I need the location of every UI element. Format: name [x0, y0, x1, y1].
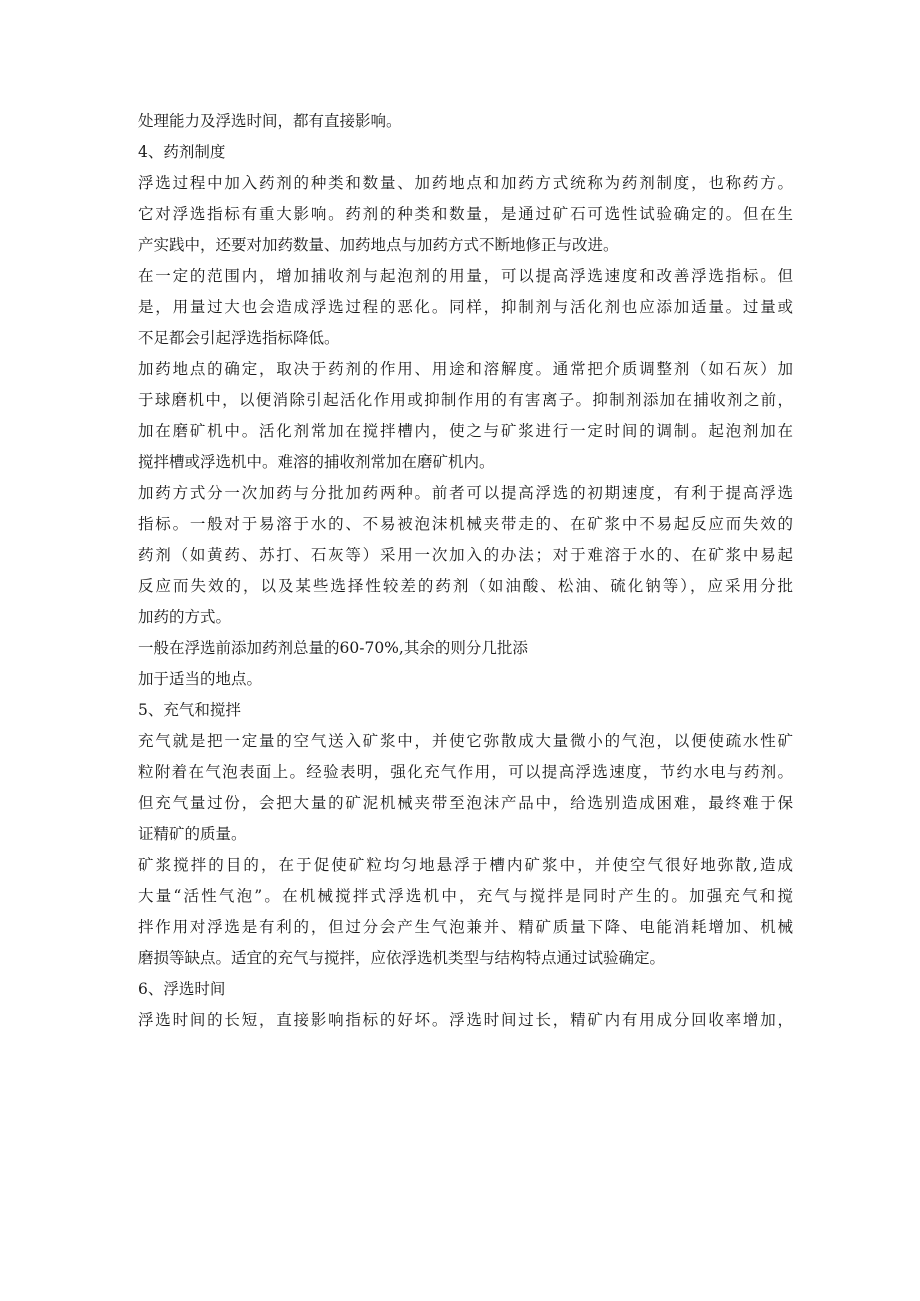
section-heading-flotation-time: 6、浮选时间 [138, 980, 226, 998]
paragraph-line: 充气就是把一定量的空气送入矿浆中，并使它弥散成大量微小的气泡，以便使疏水性矿 [138, 732, 793, 750]
paragraph-line: 加药的方式。 [138, 608, 232, 626]
paragraph-line: 搅拌槽或浮选机中。难溶的捕收剂常加在磨矿机内。 [138, 453, 495, 471]
document-body [138, 106, 793, 1036]
paragraph-line: 加在磨矿机中。活化剂常加在搅拌槽内，使之与矿浆进行一定时间的调制。起泡剂加在 [138, 422, 793, 440]
paragraph-line: 它对浮选指标有重大影响。药剂的种类和数量，是通过矿石可选性试验确定的。但在生 [138, 205, 793, 223]
paragraph-line: 浮选时间的长短，直接影响指标的好坏。浮选时间过长，精矿内有用成分回收率增加， [138, 1011, 793, 1029]
paragraph-line: 证精矿的质量。 [138, 825, 247, 843]
paragraph-line: 浮选过程中加入药剂的种类和数量、加药地点和加药方式统称为药剂制度，也称药方。 [138, 174, 793, 192]
paragraph-line: 在一定的范围内，增加捕收剂与起泡剂的用量，可以提高浮选速度和改善浮选指标。但 [138, 267, 793, 285]
paragraph-line: 药剂（如黄药、苏打、石灰等）采用一次加入的办法；对于难溶于水的、在矿浆中易起 [138, 546, 793, 564]
paragraph-line: 但充气量过份，会把大量的矿泥机械夹带至泡沫产品中，给选别造成困难，最终难于保 [138, 794, 793, 812]
paragraph-line: 粒附着在气泡表面上。经验表明，强化充气作用，可以提高浮选速度，节约水电与药剂。 [138, 763, 793, 781]
paragraph-line: 一般在浮选前添加药剂总量的60-70%,其余的则分几批添 [138, 639, 528, 657]
paragraph-line: 指标。一般对于易溶于水的、不易被泡沫机械夹带走的、在矿浆中不易起反应而失效的 [138, 515, 793, 533]
section-heading-reagent-regime: 4、药剂制度 [138, 143, 226, 161]
paragraph-line: 加药地点的确定，取决于药剂的作用、用途和溶解度。通常把介质调整剂（如石灰）加 [138, 360, 793, 378]
paragraph-line: 于球磨机中，以便消除引起活化作用或抑制作用的有害离子。抑制剂添加在捕收剂之前， [138, 391, 793, 409]
paragraph-line: 处理能力及浮选时间，都有直接影响。 [138, 112, 402, 130]
paragraph-line: 加药方式分一次加药与分批加药两种。前者可以提高浮选的初期速度，有利于提高浮选 [138, 484, 793, 502]
paragraph-line: 磨损等缺点。适宜的充气与搅拌，应依浮选机类型与结构特点通过试验确定。 [138, 949, 666, 967]
paragraph-line: 产实践中，还要对加药数量、加药地点与加药方式不断地修正与改进。 [138, 236, 619, 254]
paragraph-line: 不足都会引起浮选指标降低。 [138, 329, 340, 347]
paragraph-line: 是，用量过大也会造成浮选过程的恶化。同样，抑制剂与活化剂也应添加适量。过量或 [138, 298, 793, 316]
paragraph-line: 反应而失效的，以及某些选择性较差的药剂（如油酸、松油、硫化钠等），应采用分批 [138, 577, 793, 595]
paragraph-line: 拌作用对浮选是有利的，但过分会产生气泡兼并、精矿质量下降、电能消耗增加、机械 [138, 918, 793, 936]
paragraph-line: 矿浆搅拌的目的，在于促使矿粒均匀地悬浮于槽内矿浆中，并使空气很好地弥散,造成 [138, 856, 793, 874]
section-heading-aeration-agitation: 5、充气和搅拌 [138, 701, 241, 719]
paragraph-line: 大量“活性气泡”。在机械搅拌式浮选机中，充气与搅拌是同时产生的。加强充气和搅 [138, 887, 793, 905]
paragraph-line: 加于适当的地点。 [138, 670, 263, 688]
